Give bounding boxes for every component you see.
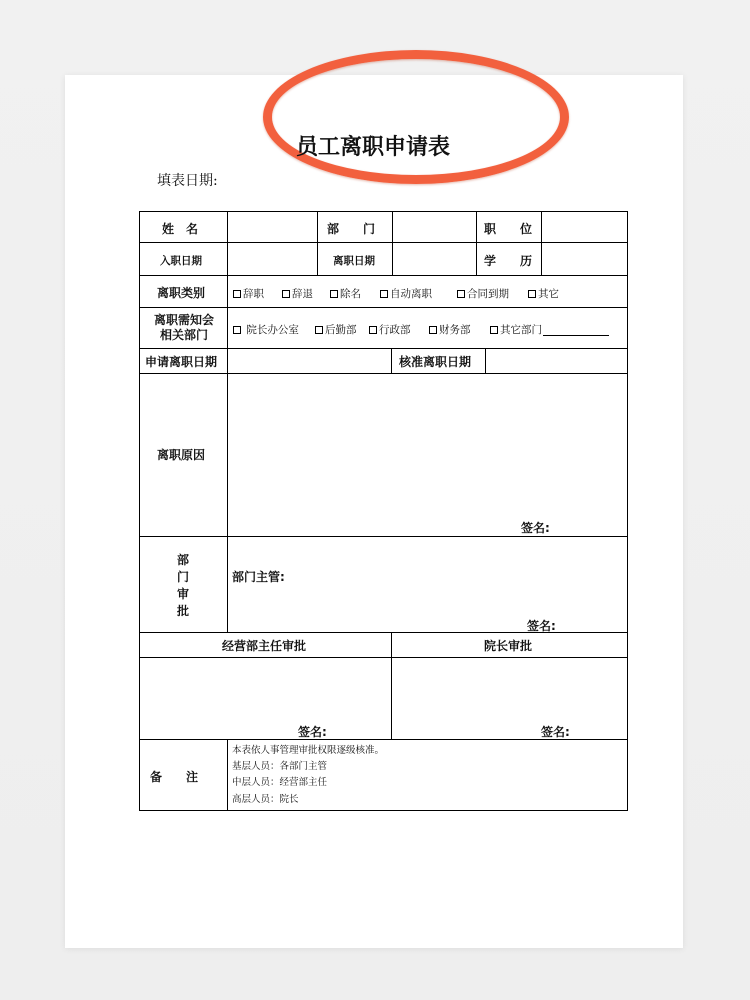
notify-dept-option[interactable]: 后勤部: [315, 322, 357, 337]
department-label: 部 门: [327, 222, 376, 236]
checkbox-icon: [429, 326, 437, 334]
notify-dept-option[interactable]: 院长办公室: [233, 322, 299, 337]
reason-label: 离职原因: [157, 448, 206, 462]
checkbox-icon: [490, 326, 498, 334]
hire-date-label: 入职日期: [160, 255, 202, 267]
leave-date-label: 离职日期: [333, 255, 375, 267]
apply-date-label: 申请离职日期: [145, 355, 218, 369]
education-label: 学 历: [484, 254, 533, 268]
president-approval-label: 院长审批: [484, 639, 533, 653]
ops-director-signature: 签名:: [298, 725, 327, 739]
reason-signature: 签名:: [521, 521, 550, 535]
notify-dept-option[interactable]: 财务部: [429, 322, 471, 337]
approve-date-label: 核准离职日期: [399, 355, 472, 369]
remark-line: 本表依人事管理审批权限逐级核准。: [232, 745, 385, 756]
leave-type-option[interactable]: 辞退: [282, 286, 313, 301]
position-label: 职 位: [484, 222, 533, 236]
dept-manager-label: 部门主管:: [232, 570, 285, 584]
notify-dept-option[interactable]: 其它部门: [490, 322, 542, 337]
remark-line: 中层人员：经营部主任: [232, 777, 328, 788]
form-title: 员工离职申请表: [296, 135, 451, 160]
leave-type-option[interactable]: 合同到期: [457, 286, 509, 301]
dept-approval-label: 部门审批: [177, 553, 190, 618]
checkbox-icon: [457, 290, 465, 298]
remark-line: 基层人员：各部门主管: [232, 761, 328, 772]
checkbox-icon: [330, 290, 338, 298]
leave-type-option[interactable]: 辞职: [233, 286, 264, 301]
checkbox-icon: [282, 290, 290, 298]
highlight-circle: [263, 50, 569, 184]
president-signature: 签名:: [541, 725, 570, 739]
checkbox-icon: [528, 290, 536, 298]
notify-dept-option[interactable]: 行政部: [369, 322, 411, 337]
leave-type-option[interactable]: 自动离职: [380, 286, 432, 301]
checkbox-icon: [233, 326, 241, 334]
checkbox-icon: [380, 290, 388, 298]
remark-line: 高层人员：院长: [232, 794, 299, 805]
checkbox-icon: [369, 326, 377, 334]
name-label: 姓 名: [162, 222, 199, 236]
fill-date-label[interactable]: 填表日期:: [157, 173, 218, 189]
resignation-form-table: [139, 211, 628, 811]
ops-director-approval-label: 经营部主任审批: [222, 639, 307, 653]
leave-type-option[interactable]: 其它: [528, 286, 559, 301]
checkbox-icon: [315, 326, 323, 334]
notify-depts-label: 离职需知会相关部门: [153, 313, 214, 342]
checkbox-icon: [233, 290, 241, 298]
dept-signature: 签名:: [527, 619, 556, 633]
leave-type-option[interactable]: 除名: [330, 286, 361, 301]
leave-type-label: 离职类别: [157, 286, 206, 300]
other-dept-blank[interactable]: [543, 335, 609, 336]
remarks-label: 备 注: [150, 770, 199, 784]
